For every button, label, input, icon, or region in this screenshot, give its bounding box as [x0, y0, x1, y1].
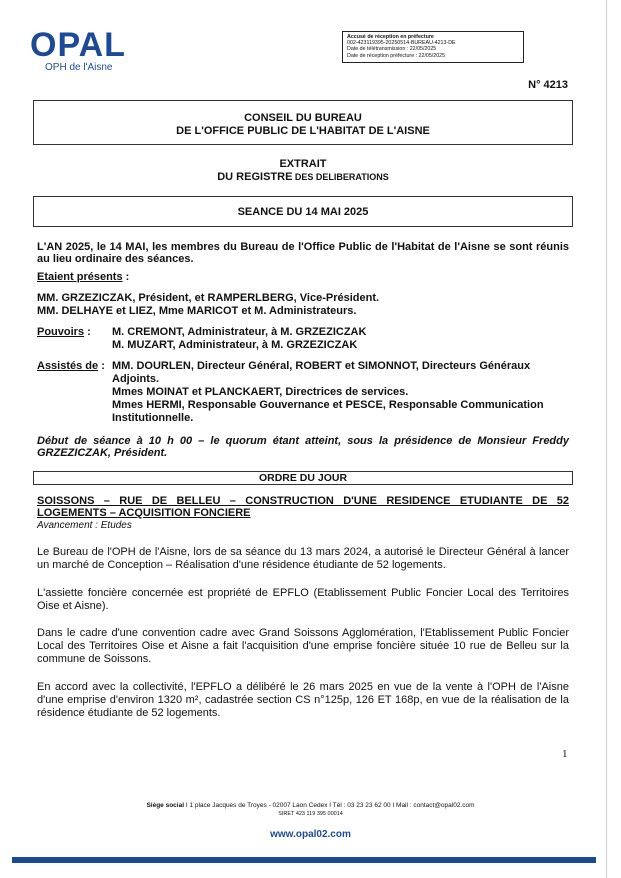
page-number: 1 [562, 748, 568, 760]
presents-label: Etaient présents [37, 271, 123, 283]
page-edge-line [606, 0, 607, 878]
paragraph-2: L'assiette foncière concernée est propriété de EPFLO (Etablissement Public Foncier Local des Territoires Oise et Aisne). [37, 587, 569, 612]
paragraph-4: En accord avec la collectivité, l'EPFLO a délibéré le 26 mars 2025 en vue de la vente à l'OPH de l'Aisne d'une emprise d'environ 1320 m², cadastrée section CS n°125p, 126 ET 168p, en vue de la réalisation de la résidence étudiante de 52 logements. [37, 681, 569, 719]
footer-address [0, 802, 621, 809]
registre-b: DES DELIBERATIONS [292, 172, 389, 182]
pouvoirs-line2: M. MUZART, Administrateur, à M. GRZEZICZAK [112, 339, 358, 351]
assistes-row1 [37, 360, 569, 372]
footer-bar [12, 857, 596, 863]
seance-title: SEANCE DU 14 MAI 2025 [237, 206, 369, 218]
footer-siege-text: I 1 place Jacques de Troyes - 02007 Laon Cedex I Tél : 03 23 23 62 00 I Mail : contact@opal02.com [184, 802, 475, 809]
council-header-box [33, 100, 573, 145]
extrait-block [33, 158, 573, 184]
assistes-line3: Mmes MOINAT et PLANCKAERT, Directrices de services. [112, 386, 409, 398]
presents-colon: : [122, 271, 130, 283]
seance-box [33, 196, 573, 227]
ordre-du-jour-box [33, 471, 573, 485]
pouvoirs-label: Pouvoirs [37, 326, 85, 338]
prefecture-stamp [342, 31, 524, 63]
extrait-title: EXTRAIT [279, 158, 327, 170]
opal-logo [30, 28, 145, 78]
footer-website-link[interactable]: www.opal02.com [270, 829, 351, 840]
pouvoirs-colon: : [84, 326, 91, 338]
registre-a: DU REGISTRE [217, 171, 293, 183]
stamp-line1: Accusé de réception en préfecture [347, 34, 434, 40]
stamp-line2: 002-423119395-20250514-BUREAU-4213-DE [347, 40, 456, 47]
logo-subtitle: OPH de l'Aisne [45, 62, 113, 73]
assistes-line1: MM. DOURLEN, Directeur Général, ROBERT et SIMONNOT, Directeurs Généraux [112, 360, 531, 372]
presents-line1: MM. GRZEZICZAK, Président, et RAMPERLBERG, Vice-Président. [37, 292, 380, 304]
header-line1: CONSEIL DU BUREAU [244, 112, 362, 124]
logo-word: OPAL [30, 26, 126, 64]
debut-seance: Début de séance à 10 h 00 – le quorum étant atteint, sous la présidence de Monsieur Freddy GRZEZICZAK, Président. [37, 435, 569, 459]
assistes-line4: Mmes HERMI, Responsable Gouvernance et PESCE, Responsable Communication [112, 399, 544, 411]
stamp-line3: Date de télétransmission : 22/05/2025 [347, 46, 437, 53]
intro-paragraph: L'AN 2025, le 14 MAI, les membres du Bureau de l'Office Public de l'Habitat de l'Aisne se sont réunis au lieu ordinaire des séances. [37, 241, 569, 265]
footer-siege-label: Siège social [146, 802, 185, 809]
assistes-line2: Adjoints. [112, 373, 160, 385]
assistes-line5: Institutionnelle. [112, 412, 194, 424]
subject-heading: SOISSONS – RUE DE BELLEU – CONSTRUCTION D'UNE RESIDENCE ETUDIANTE DE 52 LOGEMENTS – ACQUISITION FONCIERE [37, 495, 569, 519]
assistes-colon: : [98, 360, 105, 372]
registre-line [33, 171, 573, 184]
pouvoirs-line1: M. CREMONT, Administrateur, à M. GRZEZICZAK [112, 326, 367, 338]
stamp-line4: Date de réception préfecture : 22/05/2025 [347, 52, 446, 59]
header-line2: DE L'OFFICE PUBLIC DE L'HABITAT DE L'AISNE [176, 125, 430, 137]
footer-siret: SIRET 423 119 395 00014 [278, 811, 343, 817]
presents-line2: MM. DELHAYE et LIEZ, Mme MARICOT et M. Administrateurs. [37, 305, 357, 317]
avancement: Avancement : Etudes [37, 520, 132, 531]
paragraph-1: Le Bureau de l'OPH de l'Aisne, lors de sa séance du 13 mars 2024, a autorisé le Directeur Général à lancer un marché de Conception – Réalisation d'une résidence étudiante de 52 logements. [37, 546, 569, 571]
document-number: N° 4213 [528, 79, 568, 91]
paragraph-3: Dans le cadre d'une convention cadre avec Grand Soissons Agglomération, l'Etablissement Public Foncier Local des Territoires Oise et Aisne a fait l'acquisition d'une emprise foncière située 10 rue de Belleu sur la commune de Soissons. [37, 627, 569, 665]
pouvoirs-row1 [37, 326, 569, 338]
presents-heading [37, 271, 569, 283]
ordre-du-jour-title: ORDRE DU JOUR [258, 472, 348, 484]
assistes-label: Assistés de [37, 360, 99, 372]
